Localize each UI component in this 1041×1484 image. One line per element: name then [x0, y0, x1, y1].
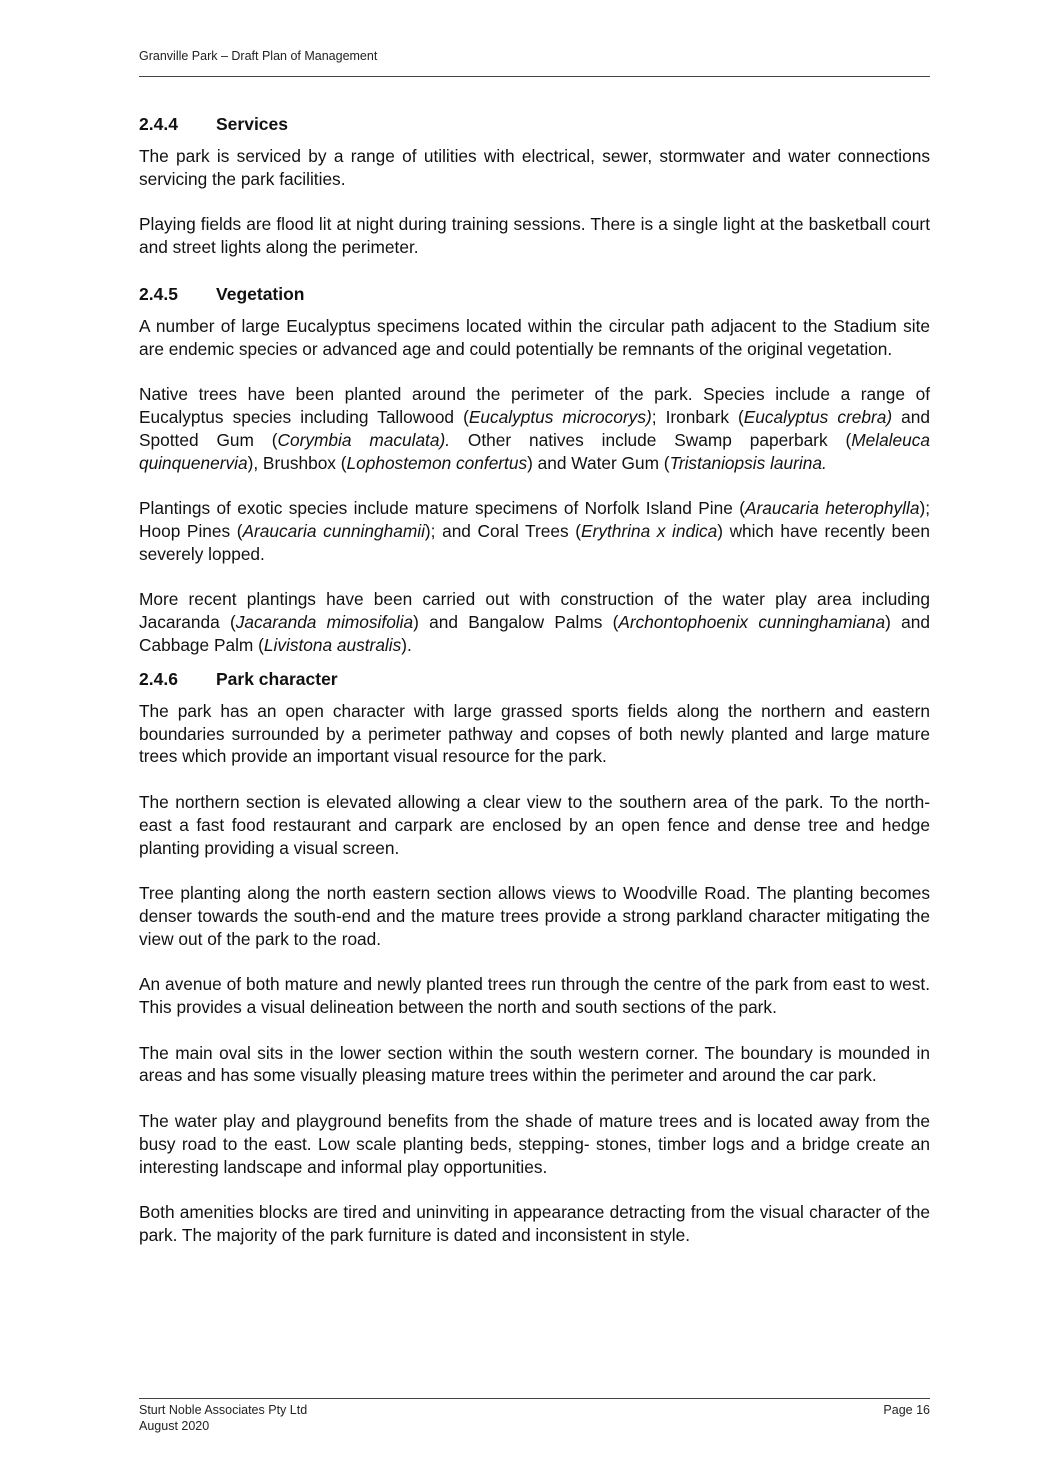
section-title: Park character — [216, 668, 338, 689]
paragraph — [139, 588, 930, 656]
species-name: Lophostemon confertus — [346, 452, 528, 473]
header-rule — [139, 76, 930, 77]
species-name: Eucalyptus microcorys) — [468, 406, 652, 427]
text-run: ; Ironbark ( — [651, 406, 744, 427]
page-number: Page 16 — [883, 1403, 930, 1417]
section-number: 2.4.5 — [139, 283, 178, 304]
species-name: Tristaniopsis laurina. — [669, 452, 827, 473]
species-name: Jacaranda mimosifolia — [235, 612, 414, 633]
species-name: Eucalyptus crebra) — [743, 406, 893, 427]
paragraph — [139, 497, 930, 565]
species-name: Melaleuca quinquenervia — [139, 429, 930, 473]
text-run: ) and Water Gum ( — [527, 452, 670, 473]
text-run: ) and Cabbage Palm ( — [139, 612, 930, 655]
species-name: Archontophoenix cunninghamiana — [618, 612, 886, 633]
paragraph: A number of large Eucalyptus specimens located within the circular path adjacent to the Stadium site are endemic species or advanced age and could potentially be remnants of the original vegetation. — [139, 315, 930, 359]
section-title: Services — [216, 114, 289, 134]
page-content — [139, 112, 930, 1270]
footer-rule — [139, 1398, 930, 1399]
text-run: ) which have recently been severely lopped. — [139, 520, 931, 564]
paragraph: An avenue of both mature and newly planted trees run through the centre of the park from east to west. This provides a visual delineation between the north and south sections of the park. — [139, 974, 930, 1018]
paragraph — [139, 383, 930, 474]
footer-left — [139, 1402, 307, 1434]
text-run: Other natives include Swamp paperbark ( — [450, 429, 852, 450]
text-run: More recent plantings have been carried out with construction of the water play area including Jacaranda ( — [139, 589, 930, 633]
section-number: 2.4.4 — [139, 114, 178, 134]
section-heading-vegetation — [139, 282, 930, 306]
text-run: ), Brushbox ( — [247, 452, 347, 473]
paragraph: Playing fields are flood lit at night during training sessions. There is a single light at the basketball court and street lights along the perimeter. — [139, 214, 930, 258]
section-number: 2.4.6 — [139, 668, 178, 689]
footer-date: August 2020 — [139, 1419, 210, 1433]
paragraph: Both amenities blocks are tired and uninviting in appearance detracting from the visual character of the park. The majority of the park furniture is dated and inconsistent in style. — [139, 1202, 930, 1246]
section-title: Vegetation — [216, 283, 305, 304]
running-header: Granville Park – Draft Plan of Management — [139, 49, 378, 63]
text-run: and Spotted Gum ( — [139, 406, 930, 450]
paragraph: The main oval sits in the lower section within the south western corner. The boundary is mounded in areas and has some visually pleasing mature trees within the perimeter and around the car park. — [139, 1042, 930, 1086]
text-run: ); and Coral Trees ( — [424, 520, 582, 541]
text-run: Plantings of exotic species include mature specimens of Norfolk Island Pine ( — [139, 498, 745, 519]
text-run: ); Hoop Pines ( — [139, 498, 931, 541]
footer-company: Sturt Noble Associates Pty Ltd — [139, 1403, 308, 1417]
text-run: ) and Bangalow Palms ( — [413, 612, 619, 633]
paragraph: The northern section is elevated allowing a clear view to the southern area of the park. To the north-east a fast food restaurant and carpark are enclosed by an open fence and dense tree and hedge planting providing a visual screen. — [139, 791, 930, 858]
paragraph: The park is serviced by a range of utilities with electrical, sewer, stormwater and water connections servicing the park facilities. — [139, 146, 930, 189]
text-run: ). — [401, 634, 412, 655]
species-name: Corymbia maculata). — [277, 429, 451, 450]
species-name: Araucaria heterophylla — [744, 498, 920, 519]
section-heading-park-character — [139, 667, 930, 691]
species-name: Araucaria cunninghamii — [242, 520, 425, 541]
species-name: Erythrina x indica — [581, 520, 718, 541]
text-run: Native trees have been planted around the perimeter of the park. Species include a range of Eucalyptus species including Tallowood ( — [139, 384, 930, 427]
paragraph: The water play and playground benefits from the shade of mature trees and is located away from the busy road to the east. Low scale planting beds, stepping- stones, timber logs and a bridge create an interesting landscape and informal play opportunities. — [139, 1111, 930, 1177]
species-name: Livistona australis — [263, 634, 402, 655]
section-heading-services — [139, 112, 930, 136]
paragraph: The park has an open character with large grassed sports fields along the northern and eastern boundaries surrounded by a perimeter pathway and copses of both newly planted and large mature trees which provide an important visual resource for the park. — [139, 700, 930, 767]
paragraph: Tree planting along the north eastern section allows views to Woodville Road. The planting becomes denser towards the south-end and the mature trees provide a strong parkland character mitigating the view out of the park to the road. — [139, 883, 930, 949]
